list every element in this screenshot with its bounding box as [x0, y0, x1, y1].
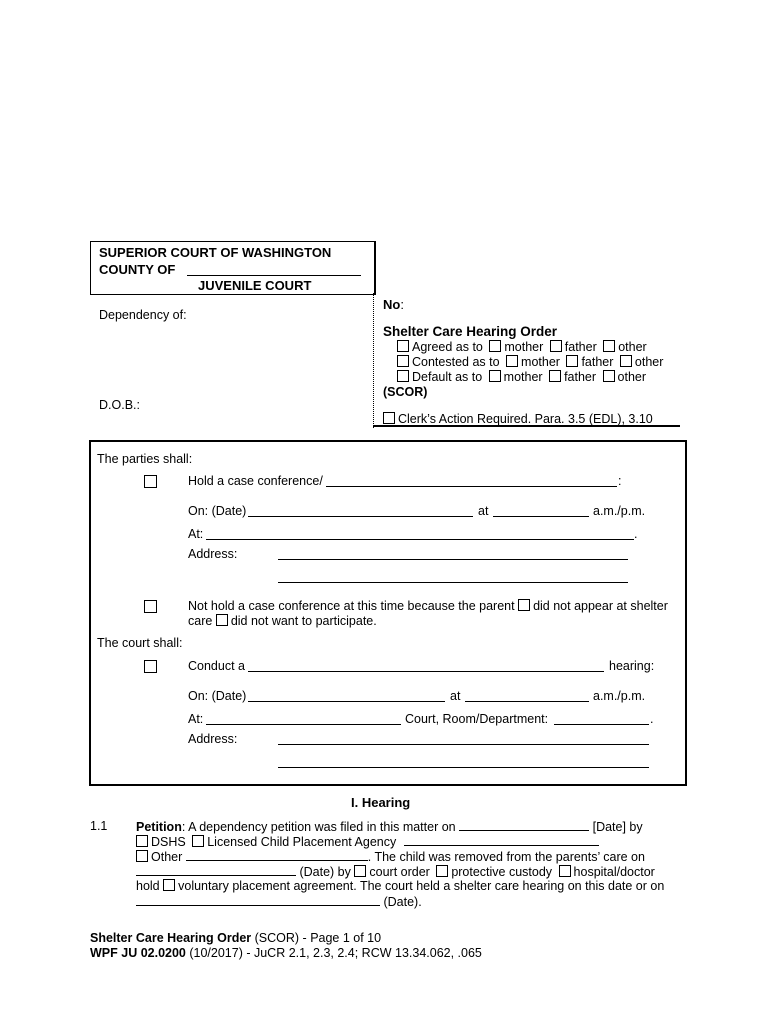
parties-heading: The parties shall: — [97, 452, 193, 466]
hold-colon: : — [618, 474, 622, 488]
not-want-row: care did not want to participate. — [188, 614, 377, 628]
other-filer-field[interactable] — [186, 849, 368, 861]
agreed-other-checkbox[interactable] — [603, 340, 615, 352]
contested-checkbox[interactable] — [397, 355, 409, 367]
case-number[interactable]: No: — [383, 297, 404, 312]
not-appear-checkbox[interactable] — [518, 599, 530, 611]
clerk-action-checkbox[interactable] — [383, 412, 395, 424]
order-title: Shelter Care Hearing Order — [383, 324, 558, 339]
not-hold-row: Not hold a case conference at this time because the parent did not appear at shelter — [188, 599, 668, 613]
section-number: 1.1 — [90, 819, 108, 833]
hearing-location-label: At: — [188, 712, 204, 726]
agreed-row: Agreed as to mother father other — [397, 340, 647, 354]
county-field[interactable] — [187, 275, 361, 276]
other-filer-checkbox[interactable] — [136, 850, 148, 862]
conf-location-period: . — [634, 527, 638, 541]
default-checkbox[interactable] — [397, 370, 409, 382]
county-label: COUNTY OF — [99, 262, 176, 277]
conference-type-field[interactable] — [326, 486, 617, 487]
court-order-checkbox[interactable] — [354, 865, 366, 877]
conduct-label: Conduct a — [188, 659, 245, 673]
petition-row: Petition: A dependency petition was filed in this matter on [Date] by — [136, 820, 643, 834]
conf-location-label: At: — [188, 527, 204, 541]
room-period: . — [650, 712, 654, 726]
clerk-action-row: Clerk’s Action Required. Para. 3.5 (EDL), 3.10 — [383, 412, 653, 426]
hospital-hold-checkbox[interactable] — [559, 865, 571, 877]
conf-at-label: at — [478, 504, 489, 518]
not-want-checkbox[interactable] — [216, 614, 228, 626]
conf-address-line1[interactable] — [278, 559, 628, 560]
hearing-type-field[interactable] — [248, 671, 604, 672]
petition-date-field[interactable] — [459, 819, 589, 831]
hearing-ampm: a.m./p.m. — [593, 689, 646, 703]
conf-address-label: Address: — [188, 547, 238, 561]
caption-divider — [373, 293, 374, 428]
conf-address-line2[interactable] — [278, 582, 628, 583]
conf-ampm: a.m./p.m. — [593, 504, 646, 518]
hearing-label: hearing: — [609, 659, 655, 673]
court-heading: The court shall: — [97, 636, 183, 650]
hold-row: hold voluntary placement agreement. The court held a shelter care hearing on this date or on — [136, 879, 665, 893]
contested-other-checkbox[interactable] — [620, 355, 632, 367]
filed-by-row: DSHS Licensed Child Placement Agency — [136, 834, 599, 849]
hearing-location-field[interactable] — [206, 724, 401, 725]
contested-father-checkbox[interactable] — [566, 355, 578, 367]
hearing-on-date-label: On: (Date) — [188, 689, 247, 703]
default-row: Default as to mother father other — [397, 370, 646, 384]
default-mother-checkbox[interactable] — [489, 370, 501, 382]
shelter-hearing-date-field[interactable] — [136, 894, 380, 906]
lcpa-checkbox[interactable] — [192, 835, 204, 847]
removal-row: (Date) by court order protective custody hospital/doctor — [136, 864, 655, 879]
conf-on-date-label: On: (Date) — [188, 504, 247, 518]
not-hold-checkbox[interactable] — [144, 600, 157, 613]
room-field[interactable] — [554, 724, 649, 725]
dependency-label: Dependency of: — [99, 308, 187, 322]
footer-form: WPF JU 02.0200 (10/2017) - JuCR 2.1, 2.3, 2.4; RCW 13.34.062, .065 — [90, 946, 482, 960]
hearing-at-label: at — [450, 689, 461, 703]
hearing-date-field[interactable] — [248, 701, 445, 702]
hearing-address-line2[interactable] — [278, 767, 649, 768]
hold-conference-label: Hold a case conference/ — [188, 474, 323, 488]
court-name: SUPERIOR COURT OF WASHINGTON — [99, 245, 332, 260]
juvenile-court: JUVENILE COURT — [198, 278, 312, 293]
agreed-checkbox[interactable] — [397, 340, 409, 352]
hold-conference-checkbox[interactable] — [144, 475, 157, 488]
conduct-hearing-checkbox[interactable] — [144, 660, 157, 673]
conf-date-field[interactable] — [248, 516, 473, 517]
contested-row: Contested as to mother father other — [397, 355, 663, 369]
agreed-mother-checkbox[interactable] — [489, 340, 501, 352]
voluntary-checkbox[interactable] — [163, 879, 175, 891]
form-code: (SCOR) — [383, 385, 428, 399]
conf-location-field[interactable] — [206, 539, 634, 540]
section-heading: I. Hearing — [351, 795, 411, 810]
room-label: Court, Room/Department: — [405, 712, 549, 726]
protective-custody-checkbox[interactable] — [436, 865, 448, 877]
default-other-checkbox[interactable] — [603, 370, 615, 382]
conference-box — [89, 440, 687, 786]
agreed-father-checkbox[interactable] — [550, 340, 562, 352]
hearing-time-field[interactable] — [465, 701, 589, 702]
dob-label: D.O.B.: — [99, 398, 140, 412]
conf-time-field[interactable] — [493, 516, 589, 517]
default-father-checkbox[interactable] — [549, 370, 561, 382]
removal-date-field[interactable] — [136, 864, 296, 876]
dshs-checkbox[interactable] — [136, 835, 148, 847]
hearing-address-label: Address: — [188, 732, 238, 746]
agency-name-field[interactable] — [404, 834, 599, 846]
hearing-date-row: (Date). — [136, 894, 422, 909]
other-row: Other . The child was removed from the parents’ care on — [136, 849, 645, 864]
hearing-address-line1[interactable] — [278, 744, 649, 745]
contested-mother-checkbox[interactable] — [506, 355, 518, 367]
footer-title: Shelter Care Hearing Order (SCOR) - Page 1 of 10 — [90, 931, 382, 945]
